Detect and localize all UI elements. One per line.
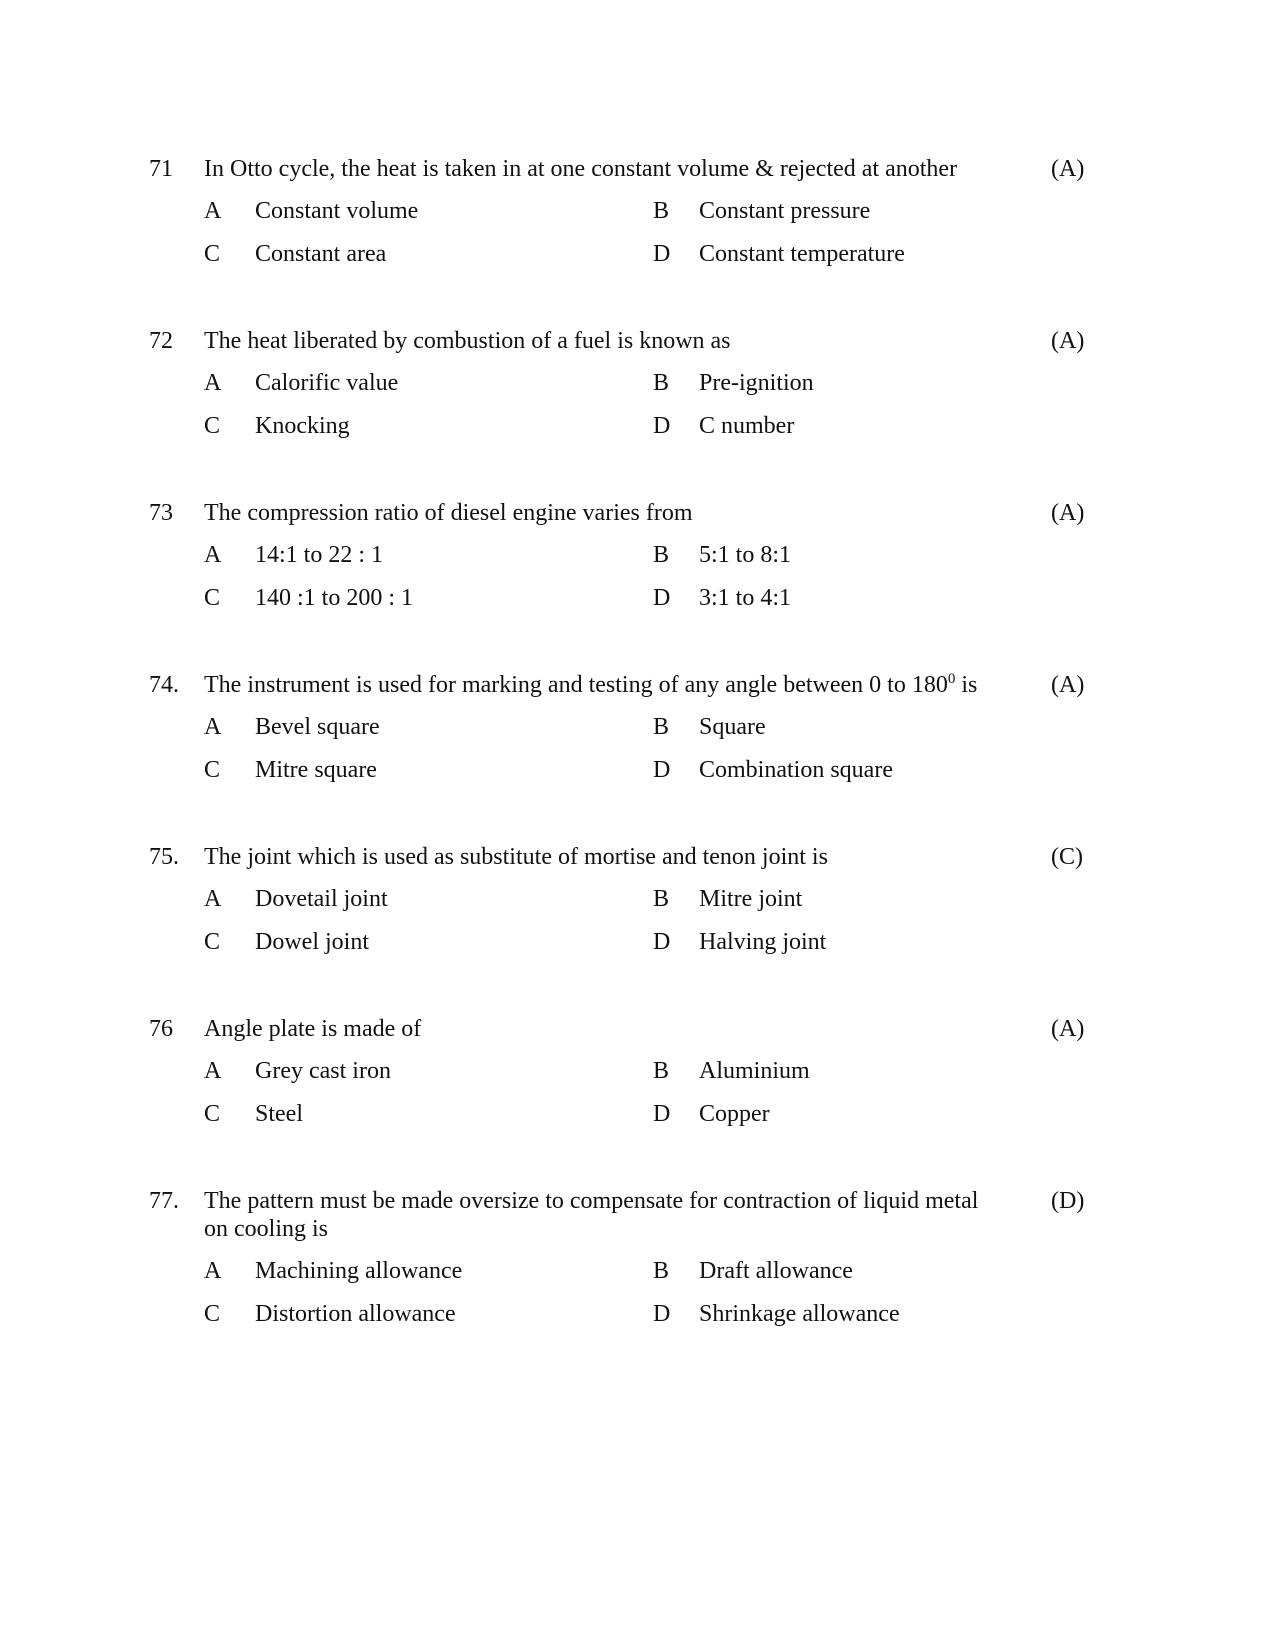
option-text-b: Constant pressure (699, 198, 871, 224)
option-letter-a: A (204, 1058, 222, 1084)
answer-key: (A) (1051, 1016, 1085, 1042)
option-letter-c: C (204, 241, 221, 267)
option-text-a: 14:1 to 22 : 1 (255, 542, 384, 568)
answer-key: (C) (1051, 844, 1083, 870)
option-text-d: Halving joint (699, 929, 827, 955)
answer-key: (A) (1051, 156, 1085, 182)
option-text-b: Pre-ignition (699, 370, 814, 396)
option-text-c: Distortion allowance (255, 1301, 456, 1327)
question-text: The compression ratio of diesel engine varies from (204, 500, 693, 526)
question-text: Angle plate is made of (204, 1016, 422, 1042)
answer-key: (A) (1051, 672, 1085, 698)
option-letter-a: A (204, 1258, 222, 1284)
option-text-b: Square (699, 714, 766, 740)
answer-key: (D) (1051, 1188, 1085, 1214)
question-text-line-2: on cooling is (204, 1216, 328, 1242)
question-text-end: is (955, 672, 978, 698)
option-text-c: Mitre square (255, 757, 377, 783)
question-number: 74. (149, 672, 179, 698)
option-text-d: C number (699, 413, 795, 439)
option-letter-c: C (204, 929, 221, 955)
option-text-b: Mitre joint (699, 886, 803, 912)
option-text-b: Aluminium (699, 1058, 810, 1084)
answer-key: (A) (1051, 328, 1085, 354)
option-letter-b: B (653, 714, 670, 740)
option-letter-a: A (204, 198, 222, 224)
option-text-a: Constant volume (255, 198, 419, 224)
question-text: The joint which is used as substitute of mortise and tenon joint is (204, 844, 828, 870)
answer-key: (A) (1051, 500, 1085, 526)
question-number: 72 (149, 328, 173, 354)
option-text-c: Constant area (255, 241, 387, 267)
option-text-a: Machining allowance (255, 1258, 463, 1284)
option-letter-c: C (204, 1101, 221, 1127)
option-letter-d: D (653, 757, 671, 783)
option-text-c: Dowel joint (255, 929, 369, 955)
option-letter-c: C (204, 1301, 221, 1327)
question-number: 76 (149, 1016, 173, 1042)
option-text-c: Knocking (255, 413, 350, 439)
question-number: 75. (149, 844, 179, 870)
option-text-a: Grey cast iron (255, 1058, 391, 1084)
option-text-d: Constant temperature (699, 241, 905, 267)
option-text-d: Combination square (699, 757, 893, 783)
question-text-line-1: The pattern must be made oversize to compensate for contraction of liquid metal (204, 1188, 979, 1214)
question-number: 71 (149, 156, 173, 182)
option-letter-c: C (204, 585, 221, 611)
option-letter-b: B (653, 198, 670, 224)
option-text-c: Steel (255, 1101, 303, 1127)
option-letter-b: B (653, 886, 670, 912)
option-letter-b: B (653, 1258, 670, 1284)
option-letter-d: D (653, 1301, 671, 1327)
option-text-d: Shrinkage allowance (699, 1301, 900, 1327)
option-letter-a: A (204, 542, 222, 568)
option-letter-d: D (653, 929, 671, 955)
question-text (204, 671, 1014, 699)
option-letter-d: D (653, 585, 671, 611)
question-text-main: The instrument is used for marking and testing of any angle between 0 to 180 (204, 672, 948, 698)
degree-superscript: 0 (947, 671, 956, 687)
question-text: The heat liberated by combustion of a fuel is known as (204, 328, 731, 354)
option-text-a: Dovetail joint (255, 886, 388, 912)
question-number: 73 (149, 500, 173, 526)
option-text-b: 5:1 to 8:1 (699, 542, 792, 568)
option-letter-b: B (653, 370, 670, 396)
question-text (204, 1187, 1014, 1243)
option-letter-c: C (204, 757, 221, 783)
option-letter-d: D (653, 241, 671, 267)
question-text: In Otto cycle, the heat is taken in at one constant volume & rejected at another (204, 156, 958, 182)
option-text-c: 140 :1 to 200 : 1 (255, 585, 414, 611)
option-letter-d: D (653, 1101, 671, 1127)
option-text-d: 3:1 to 4:1 (699, 585, 792, 611)
option-text-d: Copper (699, 1101, 770, 1127)
option-letter-c: C (204, 413, 221, 439)
option-text-a: Calorific value (255, 370, 399, 396)
option-letter-a: A (204, 886, 222, 912)
option-letter-a: A (204, 370, 222, 396)
question-number: 77. (149, 1188, 179, 1214)
option-letter-d: D (653, 413, 671, 439)
option-letter-a: A (204, 714, 222, 740)
option-text-b: Draft allowance (699, 1258, 853, 1284)
option-letter-b: B (653, 1058, 670, 1084)
option-letter-b: B (653, 542, 670, 568)
option-text-a: Bevel square (255, 714, 380, 740)
